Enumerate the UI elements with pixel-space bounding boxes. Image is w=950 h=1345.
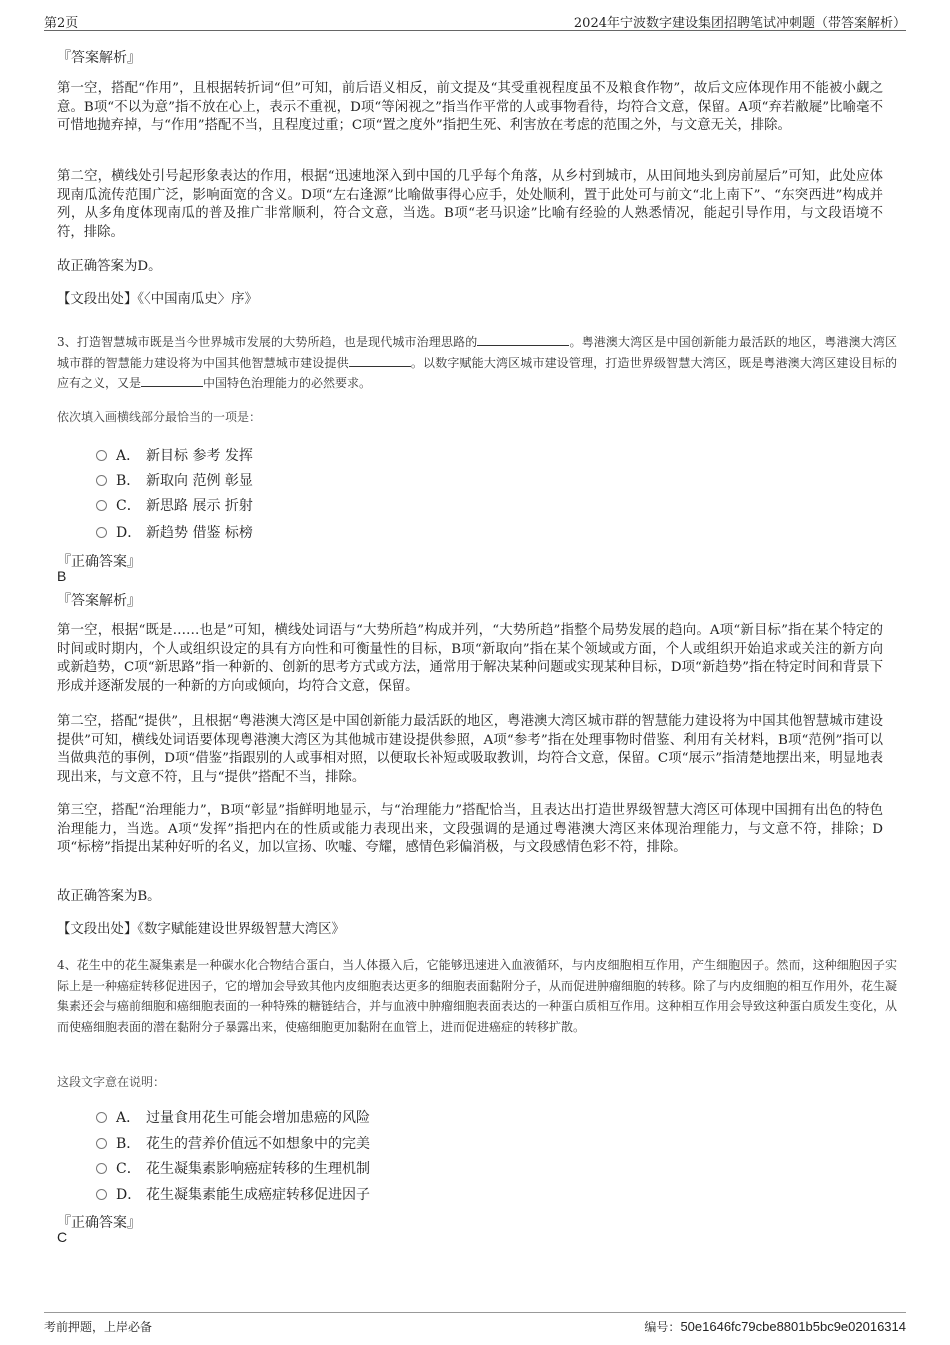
footer-slogan: 考前押题，上岸必备	[44, 1320, 153, 1334]
q2-conclusion: 故正确答案为D。	[57, 259, 162, 274]
option-text: 新取向 范例 彰显	[146, 473, 253, 489]
option-key: A．	[116, 448, 141, 464]
document-code	[644, 1318, 906, 1335]
option-key: D．	[116, 525, 142, 541]
q3-answer: B	[57, 568, 67, 584]
option-key: C．	[116, 498, 141, 514]
radio-icon[interactable]	[96, 1138, 107, 1149]
option-text: 花生凝集素能生成癌症转移促进因子	[146, 1187, 370, 1203]
q3-conclusion: 故正确答案为B。	[57, 889, 161, 904]
q3-option-b[interactable]	[96, 470, 253, 490]
q3-analysis-para-3: 第三空，搭配“治理能力”，B项“彰显”指鲜明地显示，与“治理能力”搭配恰当，且表达出打造世界级智慧大湾区可体现中国拥有出色的特色治理能力，当选。A项“发挥”指把内在的性质或能力表现出来，文段强调的是通过粤港澳大湾区来体现治理能力，与文意不符，排除；D项“标榜”指提出某种好听的名义，加以宣扬、吹嘘、夸耀，感情色彩偏消极，与文段感情色彩不符，排除。	[57, 803, 883, 855]
page-number: 第2页	[44, 16, 79, 31]
page-header	[44, 8, 906, 31]
q2-source: 【文段出处】《〈中国南瓜史〉序》	[57, 292, 258, 307]
option-key: B．	[116, 473, 141, 489]
q3-option-c[interactable]	[96, 495, 253, 515]
blank-1	[477, 333, 569, 346]
q4-answer-label: 『正确答案』	[57, 1215, 141, 1231]
q4-option-a[interactable]	[96, 1107, 370, 1127]
q4-option-c[interactable]	[96, 1158, 370, 1178]
option-text: 过量食用花生可能会增加患癌的风险	[146, 1110, 370, 1126]
option-text: 新趋势 借鉴 标榜	[146, 525, 253, 541]
code-value: 50e1646fc79cbe8801b5bc9e02016314	[680, 1319, 906, 1334]
q2-analysis-para-1: 第一空，搭配“作用”，且根据转折词“但”可知，前后语义相反，前文提及“其受重视程度虽不及粮食作物”，故后文应体现作用不能被小觑之意。B项“不以为意”指不放在心上，表示不重视，D项“等闲视之”指当作平常的人或事物看待，均符合文意，保留。A项“弃若敝屣”比喻毫不可惜地抛弃掉，与“作用”搭配不当，且程度过重；C项“置之度外”指把生死、利害放在考虑的范围之外，与文意无关，排除。	[57, 81, 883, 133]
radio-icon[interactable]	[96, 500, 107, 511]
q2-analysis-para-2: 第二空，横线处引号起形象表达的作用，根据“迅速地深入到中国的几乎每个角落，从乡村到城市，从田间地头到房前屋后”可知，此处应体现南瓜流传范围广泛，影响面宽的含义。D项“左右逢源”比喻做事得心应手，处处顺利，置于此处可与前文“北上南下”、“东突西进”构成并列，从多角度体现南瓜的普及推广非常顺利，符合文意，当选。B项“老马识途”比喻有经验的人熟悉情况，能起引导作用，与文段语境不符，排除。	[57, 169, 883, 240]
q3-answer-label: 『正确答案』	[57, 554, 141, 570]
radio-icon[interactable]	[96, 1112, 107, 1123]
blank-3	[141, 374, 203, 387]
option-text: 花生凝集素影响癌症转移的生理机制	[146, 1161, 370, 1177]
q3-analysis-para-1: 第一空，根据“既是……也是”可知，横线处词语与“大势所趋”构成并列，“大势所趋”指整个局势发展的趋向。A项“新目标”指在某个特定的时间或时期内，个人或组织设定的具有方向性和可衡量性的目标，B项“新取向”指在某个领域或方面，个人或组织开始追求或关注的新方向或新趋势，C项“新思路”指一种新的、创新的思考方式或方法，通常用于解决某种问题或实现某种目标，D项“新趋势”指在特定时间和背景下形成并逐渐发展的一种新的方向或倾向，均符合文意，保留。	[57, 623, 883, 694]
q3-stem-part-3: 。以数字赋能大湾区城市建设管理，打造世界级智慧大湾区，既是粤港澳大湾区建设目标的应有之义，又是	[57, 355, 897, 390]
q3-analysis-label: 『答案解析』	[57, 593, 141, 609]
radio-icon[interactable]	[96, 475, 107, 486]
q4-prompt: 这段文字意在说明：	[57, 1075, 166, 1089]
option-key: B．	[116, 1136, 141, 1152]
q3-analysis-para-2: 第二空，搭配“提供”，且根据“粤港澳大湾区是中国创新能力最活跃的地区，粤港澳大湾区城市群的智慧能力建设将为中国其他智慧城市建设提供”可知，横线处词语要体现粤港澳大湾区为其他城市建设提供参照，A项“参考”指在处理事物时借鉴、利用有关材料，B项“范例”指可以当做典范的事例，D项“借鉴”指跟别的人或事相对照，以便取长补短或吸取教训，均符合文意，保留。C项“展示”指清楚地摆出来，明显地表现出来，与文意不符，且与“提供”搭配不当，排除。	[57, 714, 883, 785]
q3-stem-part-2: 。粤港澳大湾区是中国创新能力最活跃的地区，粤港澳大湾区城市群的智慧能力建设将为中国其他智慧城市建设提供	[57, 335, 897, 370]
q2-analysis-label: 『答案解析』	[57, 50, 141, 66]
option-key: C．	[116, 1161, 141, 1177]
option-key: A．	[116, 1110, 141, 1126]
code-label: 编号：	[644, 1320, 681, 1334]
q3-option-a[interactable]	[96, 445, 253, 465]
q3-source: 【文段出处】《数字赋能建设世界级智慧大湾区》	[57, 922, 345, 937]
radio-icon[interactable]	[96, 1163, 107, 1174]
q4-option-d[interactable]	[96, 1184, 370, 1204]
q4-stem: 4、花生中的花生凝集素是一种碳水化合物结合蛋白，当人体摄入后，它能够迅速进入血液循环，与内皮细胞相互作用，产生细胞因子。然而，这种细胞因子实际上是一种癌症转移促进因子，它的增加会导致其他内皮细胞表达更多的细胞表面黏附分子，从而促进肿瘤细胞的转移。除了与内皮细胞的相互作用外，花生凝集素还会与癌前细胞和癌细胞表面的一种特殊的糖链结合，并与血液中肿瘤细胞表面表达的一种蛋白质相互作用。这种相互作用会导致这种蛋白质发生变化，从而使癌细胞表面的潜在黏附分子暴露出来，使癌细胞更加黏附在血管上，进而促进癌症的转移扩散。	[57, 958, 898, 1034]
q3-option-d[interactable]	[96, 522, 253, 542]
option-text: 新目标 参考 发挥	[146, 448, 253, 464]
q3-prompt: 依次填入画横线部分最恰当的一项是：	[57, 410, 262, 424]
blank-2	[349, 354, 411, 367]
q3-stem	[57, 332, 897, 394]
option-key: D．	[116, 1187, 142, 1203]
q4-answer: C	[57, 1229, 68, 1245]
q4-option-b[interactable]	[96, 1133, 370, 1153]
page-footer	[44, 1312, 906, 1335]
radio-icon[interactable]	[96, 450, 107, 461]
q3-stem-part-1: 3、打造智慧城市既是当今世界城市发展的大势所趋，也是现代城市治理思路的	[57, 335, 478, 349]
radio-icon[interactable]	[96, 527, 107, 538]
q3-stem-part-4: 中国特色治理能力的必然要求。	[203, 376, 372, 390]
option-text: 花生的营养价值远不如想象中的完美	[146, 1136, 370, 1152]
document-title: 2024年宁波数字建设集团招聘笔试冲刺题（带答案解析）	[573, 16, 906, 31]
radio-icon[interactable]	[96, 1189, 107, 1200]
option-text: 新思路 展示 折射	[146, 498, 253, 514]
